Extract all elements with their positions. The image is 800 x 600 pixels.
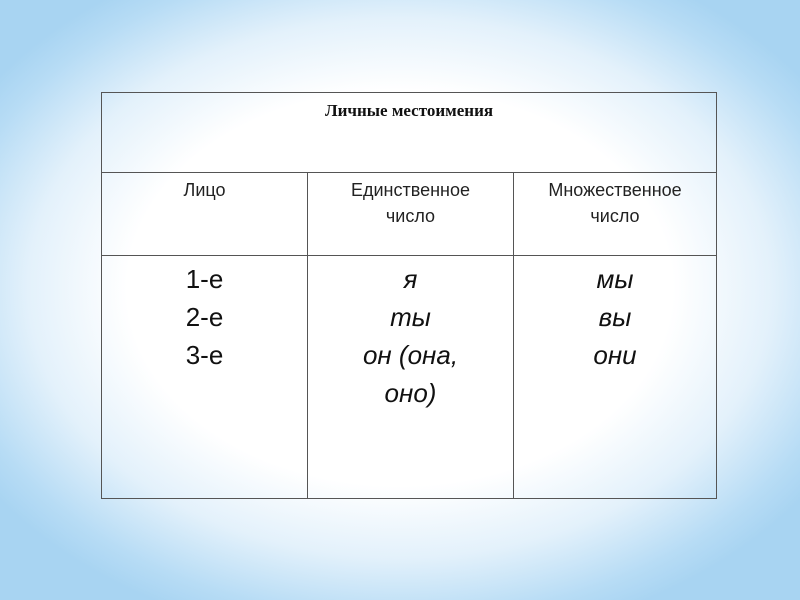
- plural-form-1: мы: [596, 264, 634, 294]
- table-header-row: [102, 173, 717, 256]
- person-1: 1-е: [185, 264, 224, 294]
- table-body-row: [102, 256, 717, 499]
- singular-form-3: он (она,: [362, 340, 459, 370]
- person-2: 2-е: [185, 302, 224, 332]
- person-3: 3-е: [185, 340, 224, 370]
- header-person-label: Лицо: [183, 180, 226, 200]
- table-title: Личные местоимения: [102, 93, 717, 173]
- singular-form-1: я: [403, 264, 418, 294]
- header-person: [102, 173, 308, 256]
- singular-forms-cell: [308, 256, 514, 499]
- header-singular-label: Единственное число: [350, 180, 471, 226]
- persons-cell: [102, 256, 308, 499]
- singular-form-2: ты: [390, 302, 431, 332]
- plural-forms-cell: [514, 256, 717, 499]
- table-title-row: [102, 93, 717, 173]
- singular-form-3-cont: оно): [384, 378, 437, 408]
- header-singular: [308, 173, 514, 256]
- plural-form-3: они: [593, 340, 637, 370]
- personal-pronouns-table: [101, 92, 717, 499]
- header-plural: [514, 173, 717, 256]
- header-plural-label: Множественное число: [548, 180, 682, 226]
- plural-form-2: вы: [598, 302, 632, 332]
